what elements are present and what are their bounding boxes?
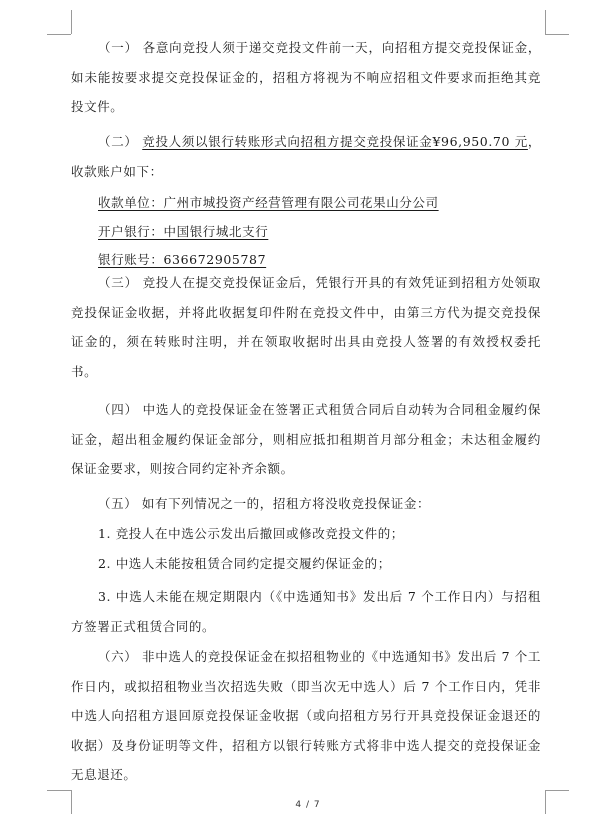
paragraph-1: （一） 各意向竞投人须于递交竞投文件前一天，向招租方提交竞投保证金，如未能按要求提交竞投保证金的，招租方将视为不响应招租文件要求而拒绝其竞投文件。 — [71, 40, 541, 114]
crop-mark — [545, 34, 569, 35]
crop-mark — [545, 790, 569, 791]
paragraph-4: （四） 中选人的竞投保证金在签署正式租赁合同后自动转为合同租金履约保证金，超出租金履约保证金部分，则相应抵扣租期首月部分租金；未达租金履约保证金要求，则按合同约定补齐余额。 — [71, 402, 541, 476]
list-item-3: 3. 中选人未能在规定期限内（《中选通知书》发出后 7 个工作日内）与招租方签署正式租赁合同的。 — [71, 589, 541, 634]
account-payee: 收款单位：广州市城投资产经营管理有限公司花果山分公司 — [98, 195, 439, 210]
account-bank: 开户银行：中国银行城北支行 — [98, 224, 269, 239]
paragraph-5: （五） 如有下列情况之一的，招租方将没收竞投保证金： — [98, 496, 431, 511]
paragraph-2: （二） 竞投人须以银行转账形式向招租方提交竞投保证金¥96,950.70 元，收款账户如下： — [71, 134, 541, 179]
crop-mark — [47, 790, 71, 791]
page-number: 4 / 7 — [295, 800, 321, 810]
list-item-1: 1. 竞投人在中选公示发出后撤回或修改竞投文件的； — [98, 526, 404, 541]
account-number: 银行账号：636672905787 — [98, 252, 267, 267]
crop-mark — [47, 34, 71, 35]
crop-mark — [71, 10, 72, 34]
paragraph-3: （三） 竞投人在提交竞投保证金后，凭银行开具的有效凭证到招租方处领取竞投保证金收据，并将此收据复印件附在竞投文件中，由第三方代为提交竞投保证金的，须在转账时注明，并在领取收据时出具由竞投人签署的有效授权委托书。 — [71, 275, 541, 379]
paragraph-6: （六） 非中选人的竞投保证金在拟招租物业的《中选通知书》发出后 7 个工作日内，或拟招租物业当次招选失败（即当次无中选人）后 7 个工作日内，凭非中选人向招租方退回原竞投保证金收据（或向招租方另行开具竞投保证金退还的收据）及身份证明等文件，招租方以银行转账方式将非中选人提交的竞投保证金无息退还。 — [71, 649, 541, 782]
deposit-amount-text: 竞投人须以银行转账形式向招租方提交竞投保证金¥96,950.70 元 — [142, 134, 528, 149]
crop-mark — [545, 10, 546, 34]
list-item-2: 2. 中选人未能按租赁合同约定提交履约保证金的； — [98, 556, 391, 571]
